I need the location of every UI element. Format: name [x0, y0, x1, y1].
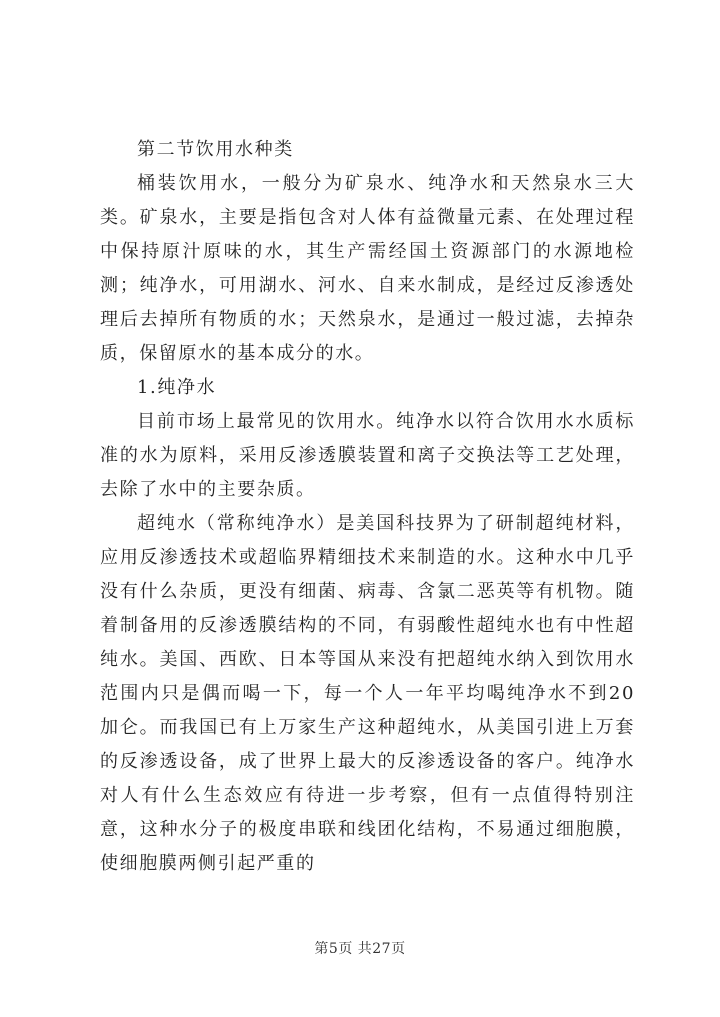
intro-paragraph: 桶装饮用水，一般分为矿泉水、纯净水和天然泉水三大类。矿泉水，主要是指包含对人体有益微量元素、在处理过程中保持原汁原味的水，其生产需经国土资源部门的水源地检测；纯净水，可用湖水、河水、自来水制成，是经过反渗透处理后去掉所有物质的水；天然泉水，是通过一般过滤，去掉杂质，保留原水的基本成分的水。 [100, 173, 635, 364]
document-body [100, 133, 635, 881]
page-number-footer: 第5页 共27页 [314, 941, 406, 957]
pure-water-paragraph-1: 目前市场上最常见的饮用水。纯净水以符合饮用水水质标准的水为原料，采用反渗透膜装置和离子交换法等工艺处理，去除了水中的主要杂质。 [100, 411, 635, 500]
section-title: 第二节饮用水种类 [137, 139, 294, 160]
subsection-title: 1.纯净水 [137, 377, 217, 398]
pure-water-paragraph-2: 超纯水（常称纯净水）是美国科技界为了研制超纯材料，应用反渗透技术或超临界精细技术来制造的水。这种水中几乎没有什么杂质，更没有细菌、病毒、含氯二恶英等有机物。随着制备用的反渗透膜结构的不同，有弱酸性超纯水也有中性超纯水。美国、西欧、日本等国从来没有把超纯水纳入到饮用水范围内只是偶而喝一下，每一个人一年平均喝纯净水不到20加仑。而我国已有上万家生产这种超纯水，从美国引进上万套的反渗透设备，成了世界上最大的反渗透设备的客户。纯净水对人有什么生态效应有待进一步考察，但有一点值得特别注意，这种水分子的极度串联和线团化结构，不易通过细胞膜，使细胞膜两侧引起严重的 [100, 513, 635, 874]
